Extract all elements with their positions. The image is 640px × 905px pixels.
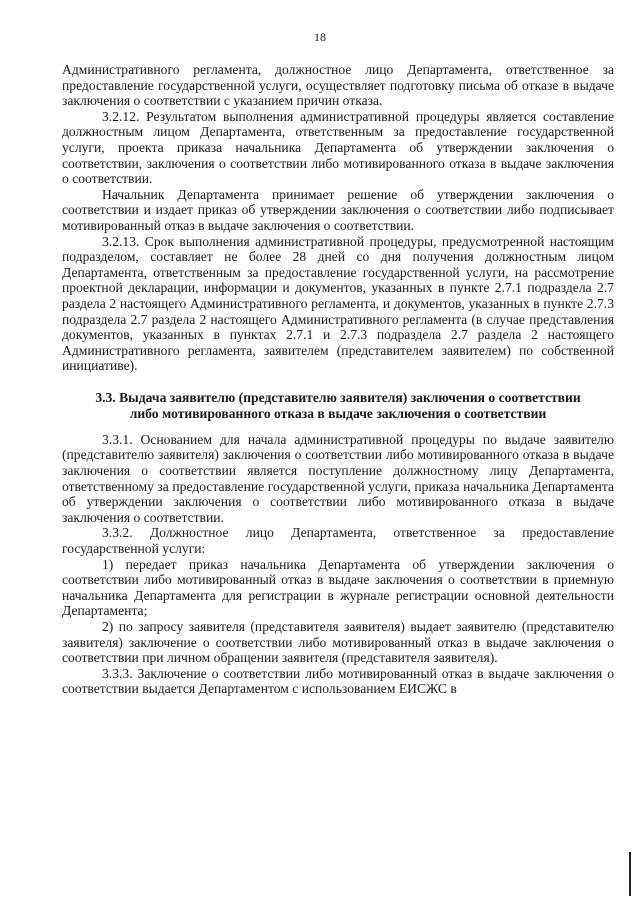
paragraph-3-2-13: 3.2.13. Срок выполнения административной процедуры, предусмотренной настоящим подразделом, составляет не более 28 дней со дня получения должностным лицом Департамента, ответственным за предоставление государственной услуги, на рассмотрение проектной декларации, информации и документов, указанных в пункте 2.7.1 подраздела 2.7 раздела 2 настоящего Административного регламента, и документов, указанных в пункте 2.7.3 подраздела 2.7 раздела 2 настоящего Административного регламента (в случае представления документов, указанных в пунктах 2.7.1 и 2.7.3 подраздела 2.7 раздела 2 настоящего Административного регламента, заявителем (представителем заявителем) по собственной инициативе). [62, 233, 614, 374]
paragraph-3-3-1: 3.3.1. Основанием для начала административной процедуры по выдаче заявителю (представителю заявителя) заключения о соответствии либо мотивированного отказа в выдаче заключения о соответствии является поступление должностному лицу Департамента, ответственному за предоставление государственной услуги, приказа начальника Департамента об утверждении заключения о соответствии либо мотивированного отказа в выдаче заключения о соответствии. [62, 431, 614, 525]
paragraph-continuation: Административного регламента, должностное лицо Департамента, ответственное за предоставление государственной услуги, осуществляет подготовку письма об отказе в выдаче заключения о соответствии с указанием причин отказа. [62, 62, 614, 109]
list-item-1: 1) передает приказ начальника Департамента об утверждении заключения о соответствии либо мотивированный отказ в выдаче заключения о соответствии в приемную начальника Департамента для регистрации в журнале регистрации основной деятельности Департамента; [62, 556, 614, 619]
document-body [62, 62, 614, 697]
list-item-2: 2) по запросу заявителя (представителя заявителя) выдает заявителю (представителю заявителя) заключение о соответствии либо мотивированный отказ в выдаче заключения о соответствии при личном обращении заявителя (представителя заявителя). [62, 619, 614, 666]
paragraph-3-3-3: 3.3.3. Заключение о соответствии либо мотивированный отказ в выдаче заключения о соответствии выдается Департаментом с использованием ЕИСЖС в [62, 665, 614, 697]
margin-line [629, 852, 631, 896]
section-heading-3-3: 3.3. Выдача заявителю (представителю заявителя) заключения о соответствии либо мотивированного отказа в выдаче заключения о соответствии [95, 389, 581, 421]
page-number: 18 [314, 30, 326, 44]
paragraph-decision: Начальник Департамента принимает решение об утверждении заключения о соответствии и издает приказ об утверждении заключения о соответствии либо подписывает мотивированный отказ в выдаче заключения о соответствии. [62, 186, 614, 233]
paragraph-3-2-12: 3.2.12. Результатом выполнения административной процедуры является составление должностным лицом Департамента, ответственным за предоставление государственной услуги, проекта приказа начальника Департамента об утверждении заключения о соответствии, заключения о соответствии либо мотивированного отказа в выдаче заключения о соответствии. [62, 108, 614, 187]
paragraph-3-3-2: 3.3.2. Должностное лицо Департамента, ответственное за предоставление государственной услуги: [62, 525, 614, 557]
